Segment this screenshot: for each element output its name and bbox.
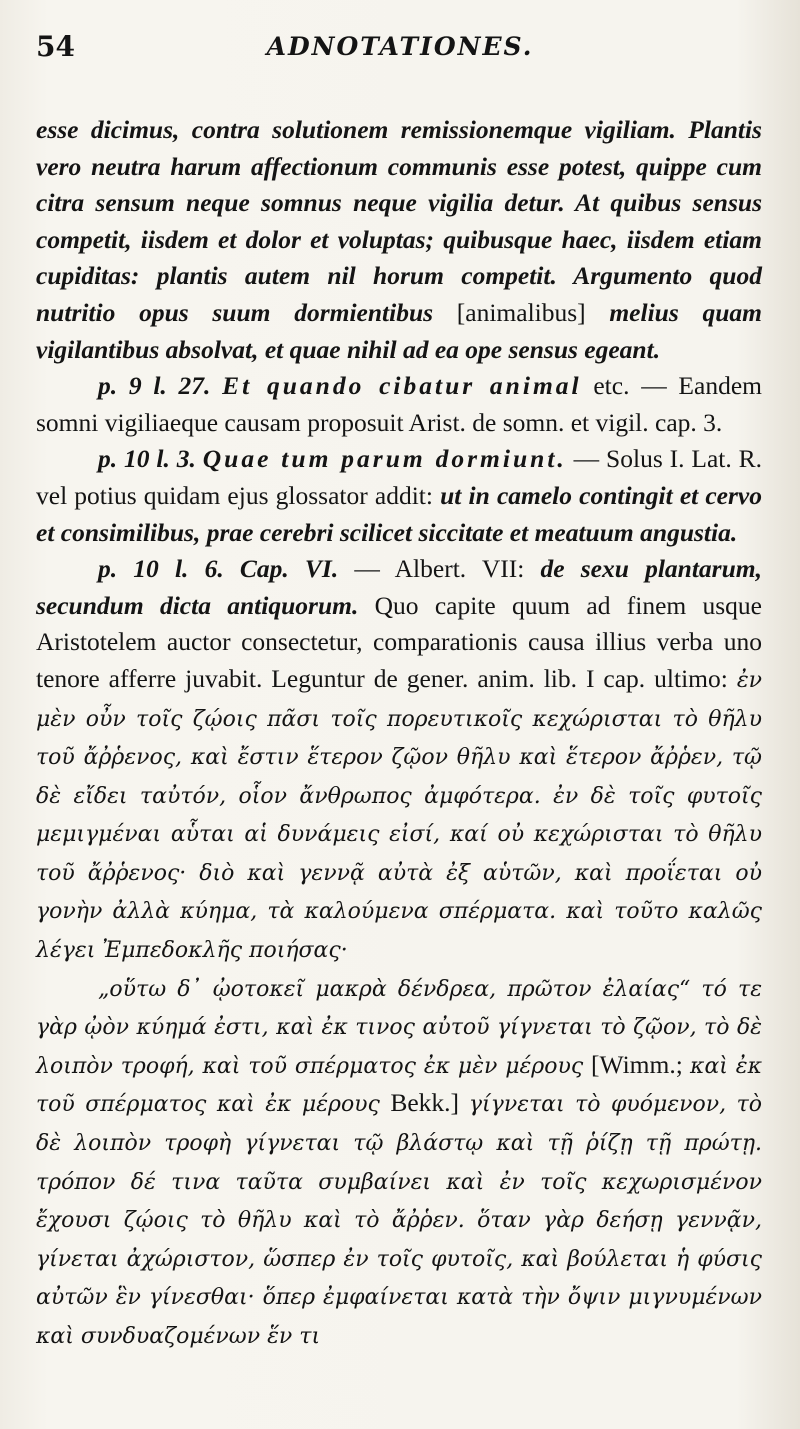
text-segment: Et quando cibatur animal (222, 371, 582, 401)
text-segment: Quo capite quum ad finem usque Aristotelem auctor consectetur, comparationis causa illius verba uno tenore afferre juvabit. Leguntur de gener. anim. lib. I cap. ultimo: (36, 590, 762, 693)
text-segment: γίγνεται τὸ φυόμενον, τὸ δὲ λοιπὸν τροφὴ γίγνεται τῷ βλάστῳ καὶ τῇ ῥίζῃ τῇ πρώτῃ. τρόπον δέ τινα ταῦτα συμβαίνει καὶ ἐν τοῖς κεχωρισμένον ἔχουσι ζῴοις τὸ θῆλυ καὶ τὸ ἄῤῥεν. ὅταν γὰρ δεήσῃ γεννᾷν, γίνεται ἀχώριστον, ὥσπερ ἐν τοῖς φυτοῖς, καὶ βούλεται ἡ φύσις αὐτῶν ἓν γίνεσθαι· ὅπερ ἐμφαίνεται κατὰ τὴν ὄψιν μιγνυμένων καὶ συνδυαζομένων ἕν τι (36, 1092, 762, 1349)
text-segment: p. 9 l. 27. (98, 371, 223, 401)
text-segment: Quae tum parum dormiunt. (202, 444, 567, 474)
page-number: 54 (36, 30, 75, 63)
text-segment: Bekk.] (390, 1088, 469, 1118)
paragraph-p4 (36, 551, 762, 970)
text-segment: p. 10 l. 3. (98, 444, 203, 474)
paragraph-p3 (36, 441, 762, 551)
running-title: ADNOTATIONES. (266, 32, 534, 61)
text-segment: καὶ ἐκ τοῦ σπέρματος καὶ ἐκ μέρους (36, 1053, 762, 1118)
paragraph-p2 (36, 368, 762, 441)
text-segment: melius quam vigilantibus absolvat, et quae nihil ad ea ope sensus egeant. (36, 297, 762, 364)
body-text (36, 112, 762, 1356)
text-segment: — Solus I. Lat. R. vel potius quidam ejus glossator addit: (36, 444, 762, 510)
text-segment: — Albert. VII: (338, 554, 541, 584)
text-segment: [animalibus] (456, 297, 610, 327)
text-segment: p. 10 l. 6. Cap. VI. (98, 554, 339, 584)
text-segment: de sexu plantarum, secundum dicta antiquorum. (36, 554, 762, 620)
text-segment: ut in camelo contingit et cervo et consimilibus, prae cerebri scilicet siccitate et meatuum angustia. (36, 480, 762, 547)
text-segment: „οὕτω δ᾽ ᾠοτοκεῖ μακρὰ δένδρεα, πρῶτον ἐλαίας“ τό τε γὰρ ᾠὸν κύημά ἐστι, καὶ ἐκ τινος αὐτοῦ γίγνεται τὸ ζῷον, τὸ δὲ λοιπὸν τροφή, καὶ τοῦ σπέρματος ἐκ μὲν μέρους (36, 976, 762, 1079)
paragraph-p5 (36, 970, 762, 1356)
paragraph-p1 (36, 112, 762, 368)
text-segment: esse dicimus, contra solutionem remissionemque vigiliam. Plantis vero neutra harum affectionum communis esse potest, quippe cum citra sensum neque somnus neque vigilia detur. At quibus sensus competit, iisdem et dolor et voluptas; quibusque haec, iisdem etiam cupiditas: plantis autem nil horum competit. Argumento quod nutritio opus suum dormientibus (36, 115, 762, 327)
text-segment: etc. — Eandem somni vigiliaeque causam proposuit Arist. de somn. et vigil. cap. 3. (36, 371, 762, 437)
page-header (36, 30, 764, 82)
text-segment: ἐν μὲν οὖν τοῖς ζῴοις πᾶσι τοῖς πορευτικοῖς κεχώρισται τὸ θῆλυ τοῦ ἄῤῥενος, καὶ ἔστιν ἕτερον ζῷον θῆλυ καὶ ἕτερον ἄῤῥεν, τῷ δὲ εἴδει ταὐτόν, οἷον ἄνθρωπος ἀμφότερα. ἐν δὲ τοῖς φυτοῖς μεμιγμέναι αὗται αἱ δυνάμεις εἰσί, καί οὐ κεχώρισται τὸ θῆλυ τοῦ ἄῤῥενος· διὸ καὶ γεννᾷ αὐτὰ ἐξ αὑτῶν, καὶ προΐεται οὐ γονὴν ἀλλὰ κύημα, τὰ καλούμενα σπέρματα. καὶ τοῦτο καλῶς λέγει Ἐμπεδοκλῆς ποιήσας· (36, 667, 762, 964)
text-segment: [Wimm.; (591, 1049, 691, 1079)
